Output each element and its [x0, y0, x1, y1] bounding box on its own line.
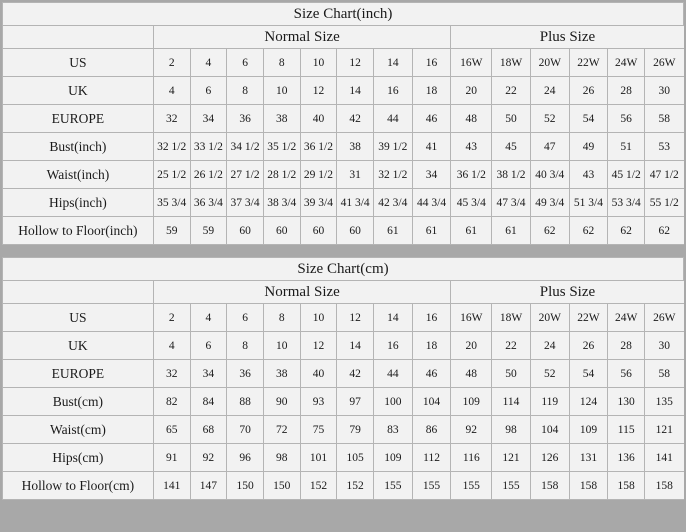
- table-cell: 22W: [569, 49, 608, 77]
- table-cell: 22W: [569, 304, 608, 332]
- table-cell: 27 1/2: [227, 161, 264, 189]
- size-chart-inch-table: [2, 2, 684, 245]
- table-cell: 38: [337, 133, 374, 161]
- table-row: [3, 388, 684, 416]
- table-cell: 46: [412, 105, 451, 133]
- row-label: Bust(cm): [3, 388, 154, 416]
- chart-title: Size Chart(cm): [3, 258, 684, 281]
- table-cell: 28 1/2: [263, 161, 300, 189]
- table-cell: 104: [530, 416, 569, 444]
- table-cell: 33 1/2: [190, 133, 227, 161]
- table-cell: 50: [492, 105, 531, 133]
- table-cell: 61: [373, 217, 412, 245]
- group-header-plus: Plus Size: [451, 281, 684, 304]
- table-cell: 39 3/4: [300, 189, 337, 217]
- table-cell: 62: [530, 217, 569, 245]
- table-cell: 38 1/2: [492, 161, 531, 189]
- table-cell: 16: [412, 304, 451, 332]
- table-cell: 14: [337, 77, 374, 105]
- table-cell: 8: [227, 77, 264, 105]
- table-cell: 34: [190, 360, 227, 388]
- table-cell: 98: [263, 444, 300, 472]
- table-cell: 62: [569, 217, 608, 245]
- row-label: US: [3, 304, 154, 332]
- table-cell: 20: [451, 77, 492, 105]
- table-cell: 130: [608, 388, 645, 416]
- table-cell: 82: [153, 388, 190, 416]
- table-cell: 30: [645, 77, 684, 105]
- table-cell: 44: [373, 360, 412, 388]
- table-cell: 43: [451, 133, 492, 161]
- table-cell: 90: [263, 388, 300, 416]
- table-cell: 86: [412, 416, 451, 444]
- table-cell: 72: [263, 416, 300, 444]
- row-label: Waist(inch): [3, 161, 154, 189]
- table-row: [3, 360, 684, 388]
- table-cell: 22: [492, 332, 531, 360]
- table-cell: 62: [608, 217, 645, 245]
- table-cell: 42 3/4: [373, 189, 412, 217]
- table-cell: 97: [337, 388, 374, 416]
- table-cell: 88: [227, 388, 264, 416]
- table-cell: 45 3/4: [451, 189, 492, 217]
- table-cell: 56: [608, 105, 645, 133]
- table-cell: 155: [492, 472, 531, 500]
- table-cell: 101: [300, 444, 337, 472]
- table-cell: 4: [190, 49, 227, 77]
- chart-title-row: [3, 3, 684, 26]
- table-cell: 34: [412, 161, 451, 189]
- table-cell: 109: [569, 416, 608, 444]
- table-cell: 109: [373, 444, 412, 472]
- table-cell: 32 1/2: [153, 133, 190, 161]
- row-label: Hollow to Floor(inch): [3, 217, 154, 245]
- table-cell: 14: [337, 332, 374, 360]
- table-cell: 41: [412, 133, 451, 161]
- row-label: Hips(cm): [3, 444, 154, 472]
- table-cell: 16W: [451, 304, 492, 332]
- table-cell: 116: [451, 444, 492, 472]
- table-cell: 155: [412, 472, 451, 500]
- table-cell: 12: [300, 332, 337, 360]
- group-header-normal: Normal Size: [153, 26, 451, 49]
- table-cell: 158: [569, 472, 608, 500]
- table-cell: 47: [530, 133, 569, 161]
- table-cell: 10: [300, 304, 337, 332]
- table-cell: 59: [153, 217, 190, 245]
- table-cell: 61: [492, 217, 531, 245]
- table-cell: 46: [412, 360, 451, 388]
- table-cell: 16: [373, 332, 412, 360]
- table-cell: 51 3/4: [569, 189, 608, 217]
- table-cell: 30: [645, 332, 684, 360]
- table-cell: 61: [412, 217, 451, 245]
- table-cell: 40 3/4: [530, 161, 569, 189]
- table-cell: 96: [227, 444, 264, 472]
- table-cell: 10: [263, 332, 300, 360]
- table-cell: 92: [451, 416, 492, 444]
- table-cell: 49 3/4: [530, 189, 569, 217]
- table-cell: 16W: [451, 49, 492, 77]
- table-cell: 109: [451, 388, 492, 416]
- table-cell: 53: [645, 133, 684, 161]
- table-cell: 92: [190, 444, 227, 472]
- table-cell: 45: [492, 133, 531, 161]
- table-row: [3, 472, 684, 500]
- table-cell: 50: [492, 360, 531, 388]
- table-cell: 150: [263, 472, 300, 500]
- table-row: [3, 189, 684, 217]
- table-cell: 35 1/2: [263, 133, 300, 161]
- table-cell: 16: [412, 49, 451, 77]
- table-cell: 62: [645, 217, 684, 245]
- table-cell: 20W: [530, 49, 569, 77]
- table-cell: 36: [227, 105, 264, 133]
- table-cell: 38 3/4: [263, 189, 300, 217]
- table-cell: 32: [153, 360, 190, 388]
- table-cell: 12: [337, 49, 374, 77]
- row-label: EUROPE: [3, 105, 154, 133]
- table-cell: 158: [530, 472, 569, 500]
- table-cell: 75: [300, 416, 337, 444]
- table-cell: 26: [569, 332, 608, 360]
- table-cell: 40: [300, 360, 337, 388]
- table-cell: 126: [530, 444, 569, 472]
- table-cell: 24: [530, 332, 569, 360]
- table-cell: 54: [569, 360, 608, 388]
- group-header-row: [3, 26, 684, 49]
- table-cell: 55 1/2: [645, 189, 684, 217]
- size-chart-cm-table: [2, 257, 684, 500]
- table-cell: 10: [300, 49, 337, 77]
- table-cell: 4: [190, 304, 227, 332]
- table-cell: 26W: [645, 304, 684, 332]
- table-cell: 39 1/2: [373, 133, 412, 161]
- table-cell: 18: [412, 332, 451, 360]
- table-cell: 26 1/2: [190, 161, 227, 189]
- table-cell: 45 1/2: [608, 161, 645, 189]
- table-cell: 40: [300, 105, 337, 133]
- table-cell: 54: [569, 105, 608, 133]
- table-cell: 36 3/4: [190, 189, 227, 217]
- table-cell: 56: [608, 360, 645, 388]
- table-cell: 47 3/4: [492, 189, 531, 217]
- table-cell: 20: [451, 332, 492, 360]
- table-cell: 18: [412, 77, 451, 105]
- table-cell: 8: [263, 304, 300, 332]
- table-cell: 42: [337, 105, 374, 133]
- table-cell: 6: [227, 49, 264, 77]
- table-cell: 32 1/2: [373, 161, 412, 189]
- table-cell: 37 3/4: [227, 189, 264, 217]
- size-chart-inch: [2, 2, 684, 245]
- table-cell: 38: [263, 360, 300, 388]
- table-cell: 42: [337, 360, 374, 388]
- table-cell: 35 3/4: [153, 189, 190, 217]
- table-cell: 24W: [608, 304, 645, 332]
- table-cell: 29 1/2: [300, 161, 337, 189]
- table-cell: 60: [263, 217, 300, 245]
- table-row: [3, 444, 684, 472]
- chart-title-row: [3, 258, 684, 281]
- table-cell: 155: [451, 472, 492, 500]
- table-cell: 152: [300, 472, 337, 500]
- chart-title: Size Chart(inch): [3, 3, 684, 26]
- bottom-margin: [0, 500, 686, 508]
- row-label: Waist(cm): [3, 416, 154, 444]
- table-cell: 38: [263, 105, 300, 133]
- table-cell: 48: [451, 360, 492, 388]
- group-header-corner: [3, 281, 154, 304]
- table-cell: 4: [153, 332, 190, 360]
- size-chart-cm: [2, 257, 684, 500]
- table-row: [3, 332, 684, 360]
- table-cell: 152: [337, 472, 374, 500]
- table-cell: 4: [153, 77, 190, 105]
- table-row: [3, 105, 684, 133]
- table-cell: 70: [227, 416, 264, 444]
- group-header-plus: Plus Size: [451, 26, 684, 49]
- row-label: UK: [3, 332, 154, 360]
- table-cell: 6: [227, 304, 264, 332]
- table-row: [3, 217, 684, 245]
- table-cell: 68: [190, 416, 227, 444]
- table-cell: 147: [190, 472, 227, 500]
- table-cell: 12: [300, 77, 337, 105]
- table-cell: 53 3/4: [608, 189, 645, 217]
- table-cell: 34: [190, 105, 227, 133]
- table-cell: 119: [530, 388, 569, 416]
- table-cell: 65: [153, 416, 190, 444]
- table-cell: 26W: [645, 49, 684, 77]
- table-cell: 18W: [492, 49, 531, 77]
- table-cell: 60: [300, 217, 337, 245]
- table-cell: 84: [190, 388, 227, 416]
- table-cell: 158: [608, 472, 645, 500]
- table-cell: 32: [153, 105, 190, 133]
- table-cell: 36 1/2: [451, 161, 492, 189]
- group-header-normal: Normal Size: [153, 281, 451, 304]
- table-cell: 59: [190, 217, 227, 245]
- table-cell: 98: [492, 416, 531, 444]
- table-cell: 52: [530, 105, 569, 133]
- table-cell: 28: [608, 77, 645, 105]
- table-cell: 28: [608, 332, 645, 360]
- table-cell: 155: [373, 472, 412, 500]
- table-cell: 25 1/2: [153, 161, 190, 189]
- row-label: UK: [3, 77, 154, 105]
- table-cell: 6: [190, 332, 227, 360]
- table-cell: 44 3/4: [412, 189, 451, 217]
- table-cell: 100: [373, 388, 412, 416]
- chart-divider: [0, 245, 686, 251]
- table-cell: 6: [190, 77, 227, 105]
- table-row: [3, 133, 684, 161]
- table-cell: 105: [337, 444, 374, 472]
- table-cell: 41 3/4: [337, 189, 374, 217]
- table-cell: 61: [451, 217, 492, 245]
- table-cell: 136: [608, 444, 645, 472]
- table-cell: 2: [153, 304, 190, 332]
- table-cell: 48: [451, 105, 492, 133]
- table-cell: 22: [492, 77, 531, 105]
- table-row: [3, 416, 684, 444]
- table-cell: 124: [569, 388, 608, 416]
- table-cell: 58: [645, 360, 684, 388]
- table-cell: 10: [263, 77, 300, 105]
- table-cell: 131: [569, 444, 608, 472]
- table-cell: 51: [608, 133, 645, 161]
- table-cell: 121: [645, 416, 684, 444]
- table-cell: 31: [337, 161, 374, 189]
- table-cell: 24: [530, 77, 569, 105]
- table-cell: 16: [373, 77, 412, 105]
- table-cell: 60: [227, 217, 264, 245]
- table-cell: 18W: [492, 304, 531, 332]
- table-cell: 112: [412, 444, 451, 472]
- table-cell: 83: [373, 416, 412, 444]
- group-header-corner: [3, 26, 154, 49]
- row-label: EUROPE: [3, 360, 154, 388]
- table-cell: 104: [412, 388, 451, 416]
- table-cell: 60: [337, 217, 374, 245]
- table-cell: 36 1/2: [300, 133, 337, 161]
- table-cell: 24W: [608, 49, 645, 77]
- table-cell: 8: [227, 332, 264, 360]
- table-cell: 141: [645, 444, 684, 472]
- row-label: Bust(inch): [3, 133, 154, 161]
- row-label: Hollow to Floor(cm): [3, 472, 154, 500]
- table-cell: 49: [569, 133, 608, 161]
- table-cell: 34 1/2: [227, 133, 264, 161]
- table-cell: 43: [569, 161, 608, 189]
- table-row: [3, 49, 684, 77]
- table-cell: 2: [153, 49, 190, 77]
- table-cell: 115: [608, 416, 645, 444]
- table-cell: 44: [373, 105, 412, 133]
- table-cell: 91: [153, 444, 190, 472]
- table-cell: 12: [337, 304, 374, 332]
- table-cell: 121: [492, 444, 531, 472]
- table-cell: 47 1/2: [645, 161, 684, 189]
- table-row: [3, 77, 684, 105]
- table-cell: 26: [569, 77, 608, 105]
- table-cell: 52: [530, 360, 569, 388]
- group-header-row: [3, 281, 684, 304]
- table-cell: 8: [263, 49, 300, 77]
- table-row: [3, 161, 684, 189]
- table-cell: 141: [153, 472, 190, 500]
- table-cell: 135: [645, 388, 684, 416]
- table-cell: 158: [645, 472, 684, 500]
- table-cell: 58: [645, 105, 684, 133]
- table-cell: 36: [227, 360, 264, 388]
- table-cell: 114: [492, 388, 531, 416]
- row-label: Hips(inch): [3, 189, 154, 217]
- table-cell: 150: [227, 472, 264, 500]
- table-cell: 14: [373, 304, 412, 332]
- table-cell: 20W: [530, 304, 569, 332]
- table-row: [3, 304, 684, 332]
- row-label: US: [3, 49, 154, 77]
- table-cell: 93: [300, 388, 337, 416]
- table-cell: 14: [373, 49, 412, 77]
- table-cell: 79: [337, 416, 374, 444]
